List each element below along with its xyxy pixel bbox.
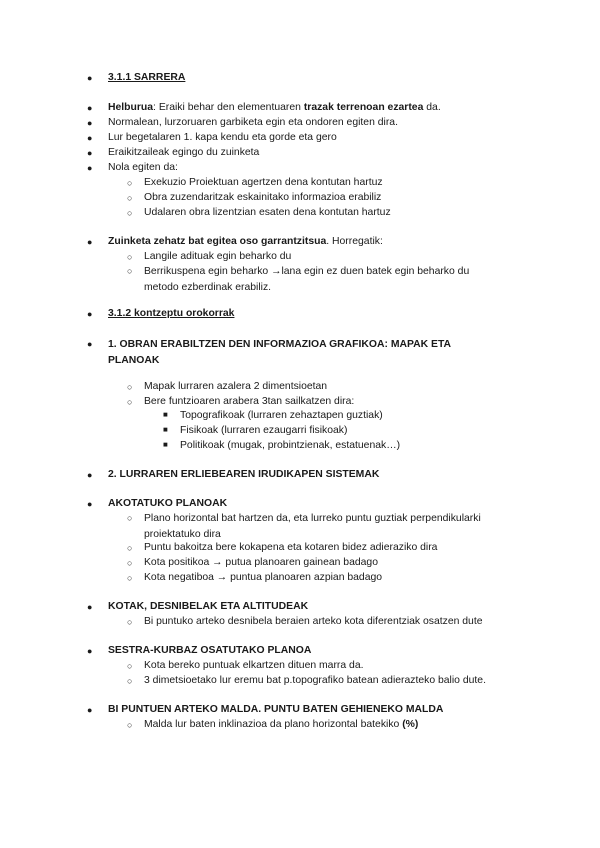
bullet-icon: ● (87, 163, 93, 173)
circle-bullet-icon: ○ (127, 558, 133, 568)
sub-list-item-text: Mapak lurraren azalera 2 dimentsioetan (144, 381, 328, 392)
bullet-icon: ● (87, 339, 93, 349)
bullet-icon: ● (87, 470, 93, 480)
square-bullet-icon: ■ (163, 425, 168, 434)
bullet-icon: ● (87, 499, 93, 509)
bullet-icon: ● (87, 237, 93, 247)
circle-bullet-icon: ○ (127, 178, 133, 188)
bullet-icon: ● (87, 133, 93, 143)
sub-list-item-text: Bere funtzioaren arabera 3tan sailkatzen dira: (144, 396, 355, 407)
square-bullet-icon: ■ (163, 410, 168, 419)
sub-list-item-text: Obra zuzendaritzak eskainitako informazioa erabiliz (144, 192, 382, 203)
heading-text: 3.1.2 kontzeptu orokorrak (108, 308, 235, 319)
circle-bullet-icon: ○ (127, 513, 133, 523)
circle-bullet-icon: ○ (127, 266, 133, 276)
square-bullet-icon: ■ (163, 440, 168, 449)
sub-list-item-text: Udalaren obra lizentzian esaten dena kontutan hartuz (144, 207, 391, 218)
circle-bullet-icon: ○ (127, 676, 133, 686)
sub-list-item-text: Plano horizontal bat hartzen da, eta lurreko puntu guztiak perpendikularki proiektatuko dira (144, 513, 481, 540)
sub-list-item-text: Puntu bakoitza bere kokapena eta kotaren bidez adieraziko dira (144, 542, 438, 553)
bullet-icon: ● (87, 705, 93, 715)
bullet-icon: ● (87, 118, 93, 128)
sub-list-item-text: 3 dimetsioetako lur eremu bat p.topografiko batean adierazteko balio dute. (144, 675, 486, 686)
list-item-text: Eraikitzaileak egingo du zuinketa (108, 147, 260, 158)
bullet-icon: ● (87, 646, 93, 656)
sub-list-item-text: Exekuzio Proiektuan agertzen dena kontutan hartuz (144, 177, 383, 188)
bullet-icon: ● (87, 602, 93, 612)
sub-sub-list-item-text: Politikoak (mugak, probintzienak, estatuenak…) (180, 440, 401, 451)
circle-bullet-icon: ○ (127, 397, 133, 407)
circle-bullet-icon: ○ (127, 617, 133, 627)
sub-list-item-text: Bi puntuko arteko desnibela beraien arteko kota diferentziak osatzen dute (144, 616, 483, 627)
bullet-icon: ● (87, 148, 93, 158)
circle-bullet-icon: ○ (127, 208, 133, 218)
sub-list-item-text: Kota positikoa → putua planoaren gainean badago (144, 557, 378, 568)
topic-heading-text: SESTRA-KURBAZ OSATUTAKO PLANOA (108, 645, 312, 656)
sub-list-item-text: Langile adituak egin beharko du (144, 251, 292, 262)
topic-heading-text: KOTAK, DESNIBELAK ETA ALTITUDEAK (108, 601, 309, 612)
bullet-icon: ● (87, 309, 93, 319)
bullet-icon: ● (87, 73, 93, 83)
circle-bullet-icon: ○ (127, 661, 133, 671)
list-item-text: Nola egiten da: (108, 162, 178, 173)
circle-bullet-icon: ○ (127, 382, 133, 392)
circle-bullet-icon: ○ (127, 193, 133, 203)
list-item-text: Helburua: Eraiki behar den elementuaren trazak terrenoan ezartea da. (108, 102, 441, 113)
list-item-text: Lur begetalaren 1. kapa kendu eta gorde eta gero (108, 132, 337, 143)
circle-bullet-icon: ○ (127, 252, 133, 262)
sub-sub-list-item-text: Fisikoak (lurraren ezaugarri fisikoak) (180, 425, 348, 436)
list-item-text: Normalean, lurzoruaren garbiketa egin eta ondoren egiten dira. (108, 117, 398, 128)
sub-list-item-text: Malda lur baten inklinazioa da plano horizontal batekiko (%) (144, 719, 419, 730)
bullet-icon: ● (87, 103, 93, 113)
topic-heading-text: BI PUNTUEN ARTEKO MALDA. PUNTU BATEN GEHIENEKO MALDA (108, 704, 444, 715)
topic-heading-text: AKOTATUKO PLANOAK (108, 498, 228, 509)
sub-sub-list-item-text: Topografikoak (lurraren zehaztapen guztiak) (180, 410, 383, 421)
topic-heading-text: 1. OBRAN ERABILTZEN DEN INFORMAZIOA GRAFIKOA: MAPAK ETA PLANOAK (108, 339, 451, 366)
sub-list-item-text: Berrikuspena egin beharko →lana egin ez duen batek egin beharko du metodo ezberdinak erabiliz. (144, 266, 470, 293)
circle-bullet-icon: ○ (127, 720, 133, 730)
heading-text: 3.1.1 SARRERA (108, 72, 186, 83)
list-item-text: Zuinketa zehatz bat egitea oso garrantzitsua. Horregatik: (108, 236, 383, 247)
circle-bullet-icon: ○ (127, 543, 133, 553)
sub-list-item-text: Kota bereko puntuak elkartzen dituen marra da. (144, 660, 364, 671)
topic-heading-text: 2. LURRAREN ERLIEBEAREN IRUDIKAPEN SISTEMAK (108, 469, 380, 480)
circle-bullet-icon: ○ (127, 573, 133, 583)
sub-list-item-text: Kota negatiboa → puntua planoaren azpian badago (144, 572, 383, 583)
